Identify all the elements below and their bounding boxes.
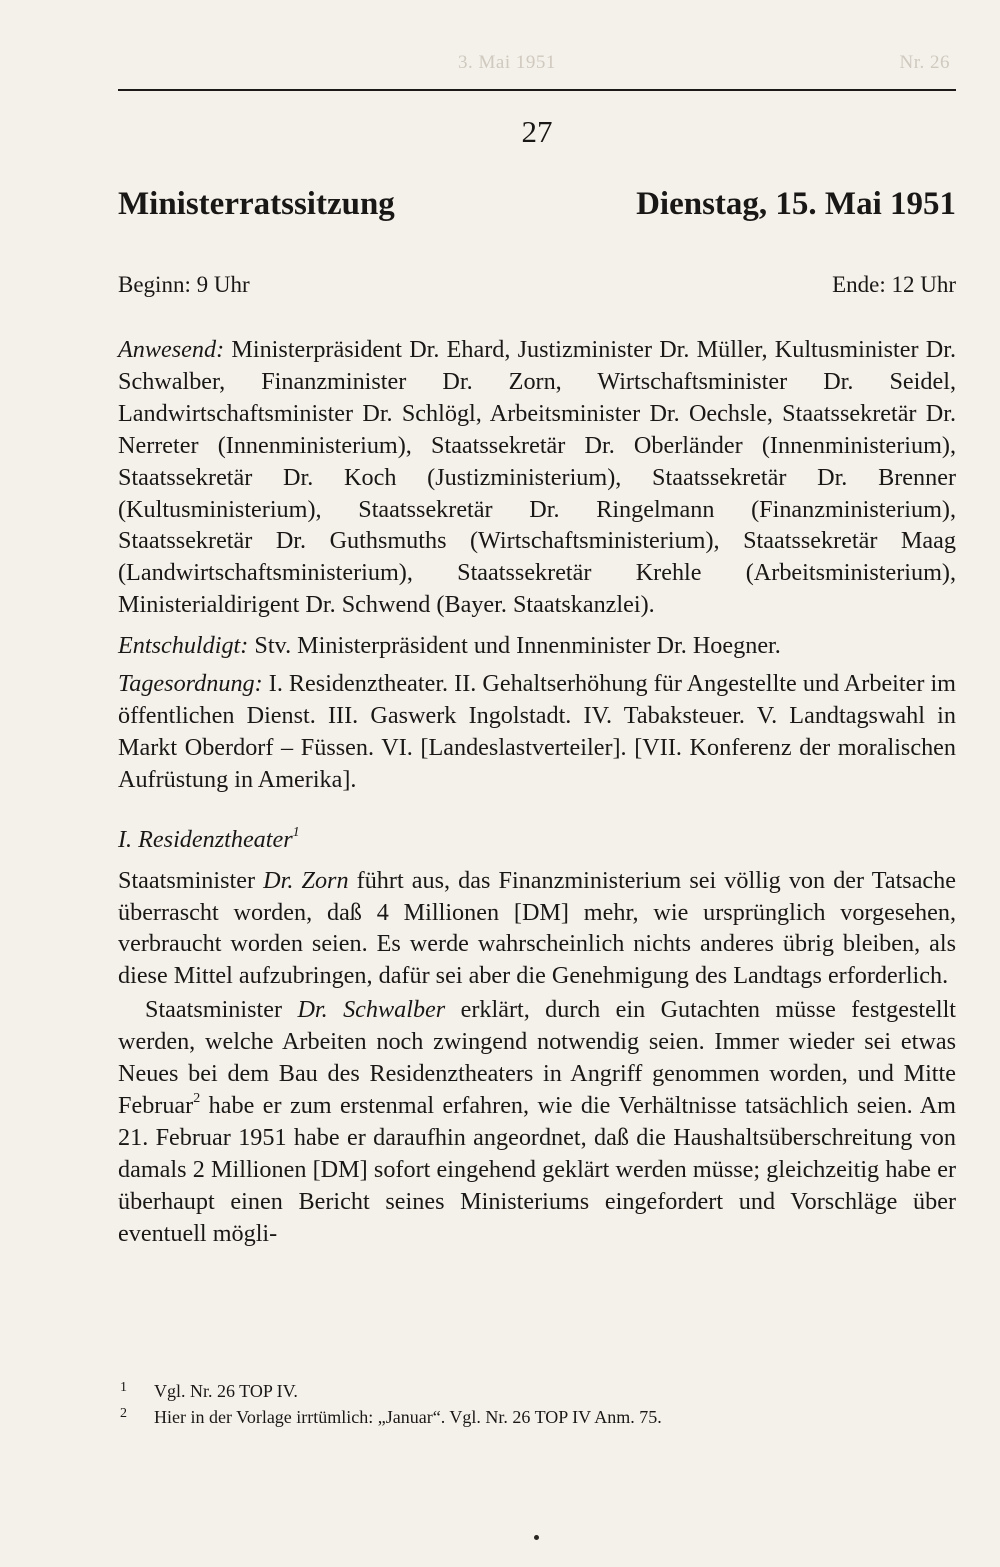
section-title-text: I. Residenztheater [118,825,293,853]
document-title: Ministerratssitzung [118,186,395,222]
present-label: Anwesend: [118,336,225,363]
attendance-present [118,334,956,621]
footnote-text: Vgl. Nr. 26 TOP IV. [154,1381,298,1401]
footnote-ref-2[interactable]: 2 [193,1090,201,1106]
paragraph-2-text-cont: habe er zum erstenmal erfahren, wie die Verhältnisse tatsächlich seien. Am 21. Februar 1951 habe er daraufhin angeordnet, daß die Haushaltsüberschreitung von damals 2 Millionen [DM] sofort eingehend geklärt werden müsse; gleichzeitig habe er überhaupt einen Bericht seines Ministeriums eingefordert und Vorschläge über eventuell mögli- [118,1091,956,1247]
excused-text: Stv. Ministerpräsident und Innenminister Dr. Hoegner. [254,632,781,660]
footnotes [118,1378,956,1430]
paragraph-1-text: führt aus, das Finanzministerium sei völlig von der Tatsache überrascht worden, daß 4 Millionen [DM] mehr, wie ursprünglich vorgesehen, verbraucht worden seien. Es werde wahrscheinlich nichts anderes übrig bleiben, als diese Mittel aufzubringen, dafür sei aber die Genehmigung des Landtags erforderlich. [118,866,957,990]
agenda [118,668,956,796]
paragraph-2 [118,994,956,1249]
page-mark-dot [534,1535,539,1540]
present-text: Ministerpräsident Dr. Ehard, Justizminister Dr. Müller, Kultusminister Dr. Schwalber, Finanzminister Dr. Zorn, Wirtschaftsminister Dr. Seidel, Landwirtschaftsminister Dr. Schlögl, Arbeitsminister Dr. Oechsle, Staatssekretär Dr. Nerreter (Innenministerium), Staatssekretär Dr. Oberländer (Innenministerium), Staatssekretär Dr. Koch (Justizministerium), Staatssekretär Dr. Brenner (Kultusministerium), Staatssekretär Dr. Ringelmann (Finanzministerium), Staatssekretär Dr. Guthsmuths (Wirtschaftsministerium), Staatssekretär Maag (Landwirtschaftsministerium), Staatssekretär Krehle (Arbeitsministerium), Ministerialdirigent Dr. Schwend (Bayer. Staatskanzlei). [118,336,956,619]
document-number: 27 [521,114,553,149]
paragraph-2-lead: Staatsminister [145,996,298,1024]
agenda-label: Tagesordnung: [118,670,263,698]
paragraph-1 [118,865,956,993]
footnote-text: Hier in der Vorlage irrtümlich: „Januar“. Vgl. Nr. 26 TOP IV Anm. 75. [154,1407,662,1427]
document-body [118,334,956,1249]
footnote [118,1404,956,1430]
footnote-number: 2 [120,1406,127,1421]
end-time: Ende: 12 Uhr [832,272,956,297]
footnote-number: 1 [120,1380,127,1395]
speaker-zorn: Dr. Zorn [263,866,349,894]
agenda-text: I. Residenztheater. II. Gehaltserhöhung für Angestellte und Arbeiter im öffentlichen Dienst. III. Gaswerk Ingolstadt. IV. Tabaksteuer. V. Landtagswahl in Markt Oberdorf – Füssen. VI. [Landeslastverteiler]. [VII. Konferenz der moralischen Aufrüstung in Amerika]. [118,670,956,793]
footnote [118,1378,956,1404]
speaker-schwalber: Dr. Schwalber [297,996,446,1024]
document-date: Dienstag, 15. Mai 1951 [636,186,956,222]
heading-row [118,184,956,224]
running-head-date: 3. Mai 1951 [458,52,556,73]
section-title [118,824,956,856]
paragraph-1-lead: Staatsminister [118,866,264,894]
time-row [118,270,956,300]
header-rule [118,89,956,91]
footnote-ref-1[interactable]: 1 [292,824,300,840]
running-head-number: Nr. 26 [899,52,950,73]
attendance-excused [118,630,956,662]
paragraph-2-text: erklärt, durch ein Gutachten müsse festgestellt werden, welche Arbeiten noch zwingend notwendig seien. Immer wieder sei etwas Neues bei dem Bau des Residenztheaters in Angriff genommen worden, und Mitte Februar [118,996,957,1119]
excused-label: Entschuldigt: [118,632,249,660]
begin-time: Beginn: 9 Uhr [118,272,250,297]
